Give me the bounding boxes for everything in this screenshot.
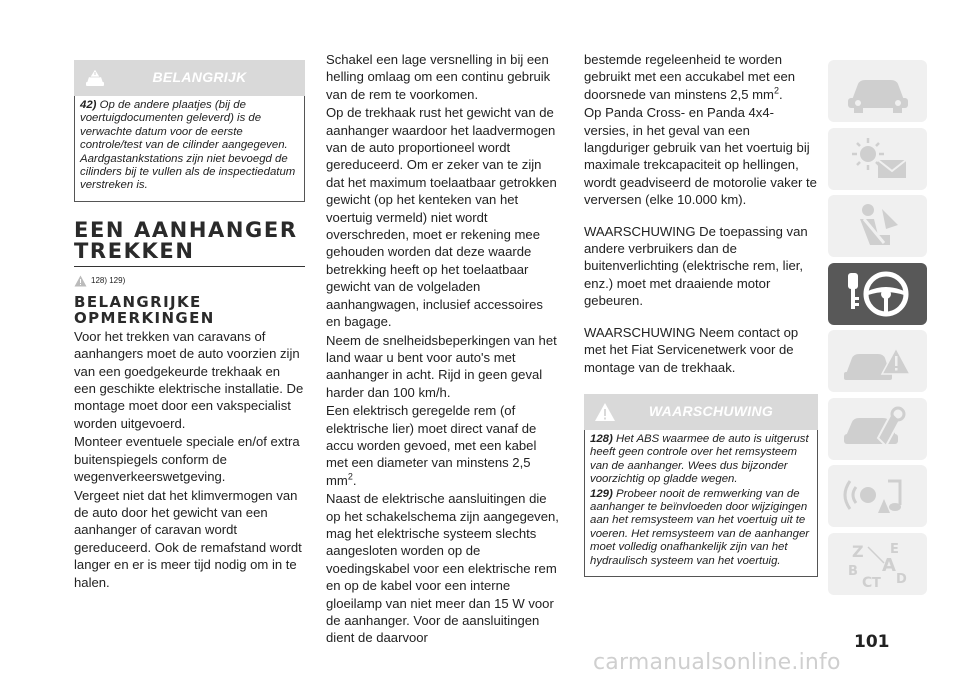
paragraph [584,51,818,103]
warning-triangle-icon [74,275,87,287]
subsection-title [74,294,305,326]
paragraph-text: bestemde regeleenheid te worden gebruikt met een accukabel met een doorsnede van minstens 2,5 mm [584,52,796,102]
note-number: 42) [80,99,97,111]
paragraph [326,402,560,489]
superscript: 2 [773,85,779,96]
important-box-title: BELANGRIJK [152,69,247,86]
paragraph-text: Een elektrisch geregelde rem (of elektrische lier) moet direct vanaf de accu worden gevoed, met een kabel met een diameter van minstens 2,5 mm [326,403,537,488]
index-letter: D [895,571,907,587]
note-text: Probeer nooit de remwerking van de aanhanger te beïnvloeden door wijzigingen aan het remsysteem van het voertuig uit te voeren. Het remsysteem van de aanhanger moet volledig onafhankelijk zijn van het hydraulisch systeem van het voertuig. [590,487,810,567]
paragraph: WAARSCHUWING Neem contact op met het Fiat Servicenetwerk voor de montage van de trekhaak. [584,324,799,375]
car-dashboard-icon [838,64,918,118]
paragraph: Schakel een lage versnelling in bij een helling omlaag om een continu gebruik van de rem te voorkomen. [326,52,551,102]
important-box-body [74,96,305,202]
index-letter: C [861,574,872,591]
superscript: 2 [347,471,353,482]
paragraph: Neem de snelheidsbeperkingen van het land waar u bent voor auto's met aanhanger in acht. Rijd in geen geval harder dan 100 km/h. [326,332,557,400]
note-text: Het ABS waarmee de auto is uitgerust heeft geen controle over het remsysteem van de aanhanger. Wees dus bijzonder voorzichtig op gladde wegen. [590,432,809,486]
tab-maintenance[interactable] [828,398,927,460]
tab-safety[interactable] [828,195,927,257]
multimedia-icon [838,469,918,523]
warning-box-title: WAARSCHUWING [648,403,774,420]
chapter-tabs [828,60,927,600]
maintenance-icon [838,402,918,456]
note-text: Op de andere plaatjes (bij de voertuigdocumenten geleverd) is de verwachte datum voor de eerste controle/test van de cilinder aangegeven. Aardgastankstations zijn niet bevoegd de cilinders bij te vullen als de inspectiedatum verstreken is. [80,99,296,192]
tab-dashboard[interactable] [828,60,927,122]
note-number: 128) [590,432,613,445]
column-middle [326,51,560,648]
paragraph: Naast de elektrische aansluitingen die op het schakelschema zijn aangegeven, mag het elektrische systeem slechts aangesloten worden op de voedingskabel voor een elektrische rem en op de kabel voor een interne gloeilamp van niet meer dan 15 W voor de aanhanger. Voor de aansluitingen dient de daarvoor [326,491,559,646]
warning-lights-icon [838,132,918,186]
tab-index[interactable] [828,533,927,595]
paragraph-end: . [352,472,357,488]
paragraph: Op de trekhaak rust het gewicht van de aanhanger waardoor het laadvermogen van de auto proportioneel wordt gereduceerd. Om er zeker van te zijn dat het maximum toelaatbaar getrokken gewicht (op het kenteken van het voertuig vermeld) niet wordt overschreden, moet er rekening mee gehouden worden dat deze waarde betrekking heeft op het toelaatbaar gewicht van de volgeladen aanhangwagen, inclusief accessoires en bagage. [326,105,557,330]
key-steering-icon [838,267,918,321]
section-title-line2: TREKKEN [74,238,195,263]
index-letter: B [847,563,858,579]
paragraph: WAARSCHUWING De toepassing van andere verbruikers dan de buitenverlichting (elektrische rem, lier, enz.) moet met draaiende motor gebeuren. [584,223,808,309]
paragraph: Monteer eventuele speciale en/of extra buitenspiegels conform de wegenverkeerswetgeving. [74,434,300,485]
subsection-title-line2: OPMERKINGEN [74,308,215,327]
tab-warning-lights[interactable] [828,128,927,190]
index-letter: A [881,554,896,576]
subsection-title-line1: BELANGRIJKE [74,292,202,311]
watermark: carmanualsonline.info [593,650,841,675]
seat-safety-icon [838,199,918,253]
warning-references [74,274,305,288]
index-letter: Z [851,541,864,561]
page-number: 101 [854,632,890,652]
paragraph: Vergeet niet dat het klimvermogen van de auto door het gewicht van een aanhanger of caravan wordt gereduceerd. Ook de remafstand wordt langer en er is meer tijd nodig om in te halen. [74,487,302,590]
paragraph-end: . [778,86,783,102]
reference-numbers: 128) 129) [91,276,126,286]
car-warning-icon [84,67,106,89]
warning-triangle-icon [594,401,616,423]
tab-multimedia[interactable] [828,465,927,527]
index-letter: T [871,575,881,591]
paragraph: Op Panda Cross- en Panda 4x4-versies, in het geval van een langduriger gebruik van het voertuig bij maximale trekcapaciteit op hellingen, wordt geadviseerd de motorolie vaker te verversen (elke 10.000 km). [584,105,817,208]
index-letter: E [889,541,899,557]
section-title [74,217,305,267]
tab-starting-driving[interactable] [828,263,927,325]
important-box-header [74,60,305,96]
warning-box-body [584,430,818,577]
section-title-line1: EEN AANHANGER [74,217,298,242]
column-left [74,60,305,592]
index-letters-icon [838,537,918,591]
note-number: 129) [590,487,613,500]
warning-box-header [584,394,818,430]
emergency-icon [838,334,918,388]
paragraph: Voor het trekken van caravans of aanhangers moet de auto voorzien zijn van een goedgekeurde trekhaak en een geschikte elektrische installatie. De montage moet door een vakspecialist worden uitgevoerd. [74,328,304,431]
tab-emergency[interactable] [828,330,927,392]
column-right [584,51,818,577]
